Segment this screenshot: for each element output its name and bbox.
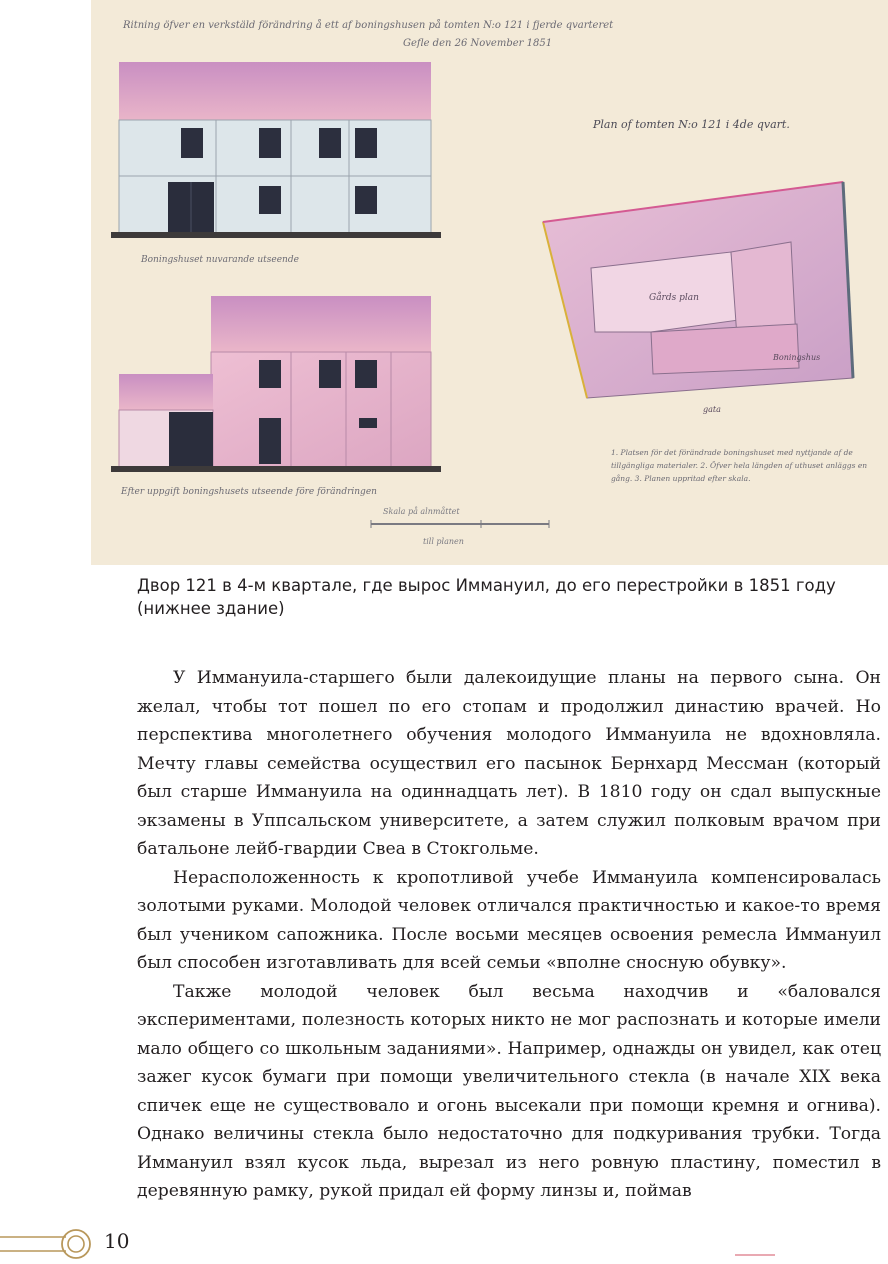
plan-label-street: gata [703, 405, 721, 414]
top-facade-label: Boningshuset nuvarande utseende [141, 255, 299, 265]
page-ornament-icon [0, 1226, 96, 1262]
bottom-facade-label: Efter uppgift boningshusets utseende före förändringen [121, 487, 377, 497]
architectural-drawing [91, 0, 888, 565]
plan-label-courtyard: Gårds plan [649, 293, 699, 303]
paragraph-2: Нерасположенность к кропотливой учебе Иммануила компенсировалась золотыми руками. Молодой человек отличался практичностью и какое-то время был учеником сапожника. После восьми месяцев освоения ремесла Иммануил был способен изготавливать для всей семьи «вполне сносную обувку». [137, 867, 881, 973]
top-inscription-2: Gefle den 26 November 1851 [403, 38, 553, 49]
bottom-mark [735, 1254, 775, 1256]
figure-caption: Двор 121 в 4-м квартале, где вырос Иммануил, до его перестройки в 1851 году (нижнее здание) [137, 576, 836, 618]
scale-label-top: Skala på alnmåttet [383, 507, 460, 516]
body-text [137, 664, 881, 1206]
top-inscription-1: Ritning öfver en verkstäld förändring å ett af boningshusen på tomten N:o 121 i fjerde qvarteret [123, 20, 614, 31]
plan-label-building: Boningshus [773, 353, 821, 362]
plan-heading: Plan of tomten N:o 121 i 4de qvart. [593, 118, 790, 131]
paragraph-3: Также молодой человек был весьма находчив и «баловался экспериментами, полезность которых никто не мог распознать и которые имели мало общего со школьным заданиями». Например, однажды он увидел, как отец зажег кусок бумаги при помощи увеличительного стекла (в начале XIX века спичек еще не существовало и огонь высекали при помощи кремня и огнива). Однако величины стекла было недостаточно для подкуривания трубки. Тогда Иммануил взял кусок льда, вырезал из него ровную пластину, поместил в деревянную рамку, рукой придал ей форму линзы и, поймав [137, 981, 881, 1201]
plan-notes: 1. Platsen för det förändrade boningshuset med nyttjande af de tillgängliga materialer. 2. Öfver hela längden af uthuset anläggs en gång. 3. Planen uppritad efter skala. [611, 448, 868, 483]
scale-label-bottom: till planen [423, 537, 464, 546]
paragraph-1: У Иммануила-старшего были далекоидущие планы на первого сына. Он желал, чтобы тот пошел по его стопам и продолжил династию врачей. Но перспектива многолетнего обучения молодого Иммануила не вдохновляла. Мечту главы семейства осуществил его пасынок Бернхард Мессман (который был старше Иммануила на одиннадцать лет). В 1810 году он сдал выпускные экзамены в Уппсальском университете, а затем служил полковым врачом при батальоне лейб-гвардии Свеа в Стокгольме. [137, 668, 881, 859]
page-number: 10 [104, 1229, 130, 1253]
upper-facade [111, 62, 441, 238]
